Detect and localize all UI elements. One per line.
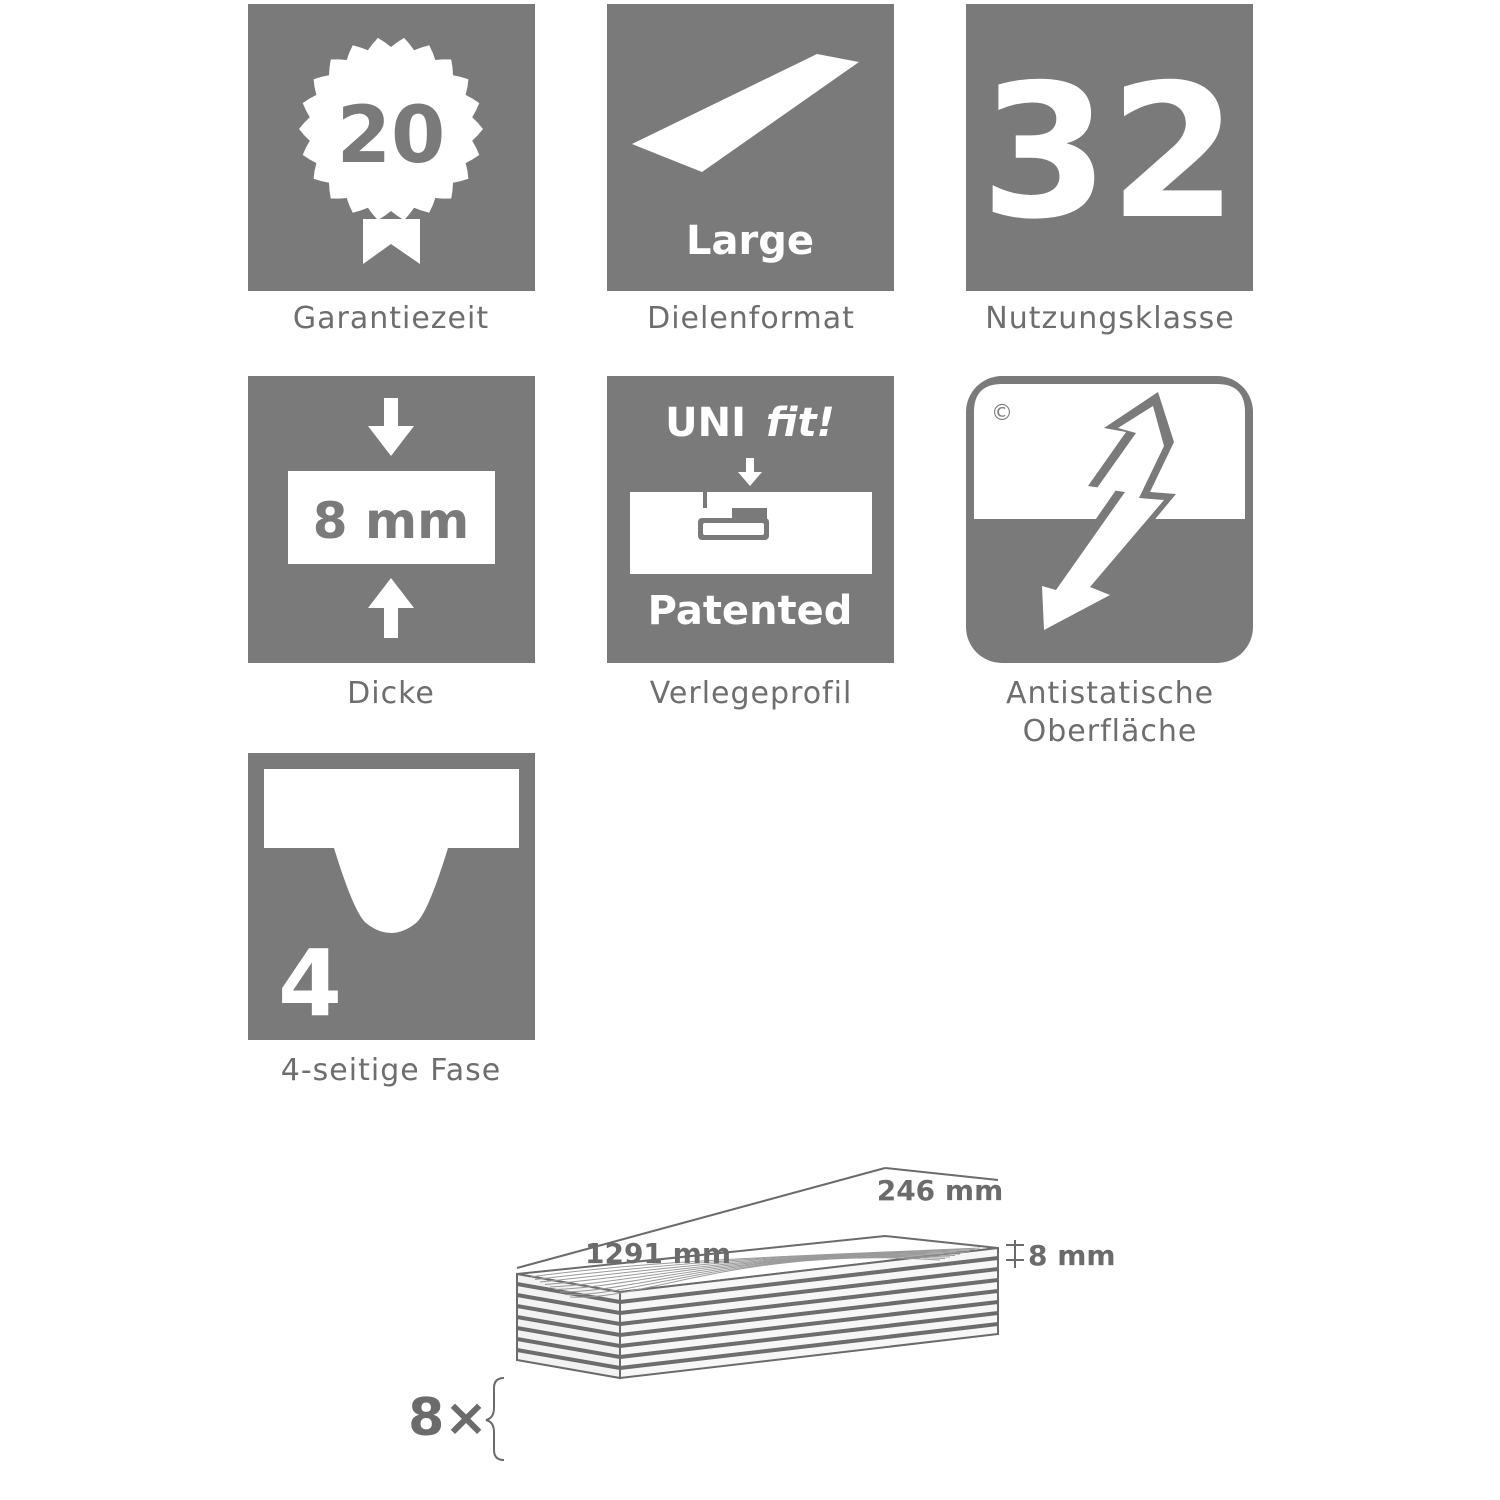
antistatic-tile <box>966 376 1253 663</box>
package-thickness: 8 mm <box>1028 1239 1116 1272</box>
thickness-tile <box>248 376 535 663</box>
caption-line-1: Antistatische <box>1005 676 1215 711</box>
plank-format-icon <box>607 4 894 291</box>
arrow-down-icon <box>368 398 414 456</box>
warranty-seal-icon <box>248 4 535 291</box>
caption-nutzungsklasse: Nutzungsklasse <box>985 301 1235 336</box>
bevel-tile <box>248 753 535 1040</box>
warranty-years: 20 <box>336 91 446 181</box>
bevel-v-groove-icon <box>248 753 535 1040</box>
bevel-board <box>264 769 519 933</box>
thickness-value: 8 mm <box>312 492 470 550</box>
profile-brand-suffix: fit! <box>765 400 835 446</box>
caption-line-2: Oberfläche <box>1022 714 1198 749</box>
bevel-sides: 4 <box>277 930 343 1037</box>
package-width: 246 mm <box>876 1174 1004 1207</box>
caption-dielenformat: Dielenformat <box>647 301 855 336</box>
usage-class-icon <box>966 4 1253 291</box>
plank-shape <box>632 54 859 172</box>
package-diagram <box>380 1150 1140 1500</box>
arrow-up-icon <box>368 578 414 638</box>
caption-antistatische <box>930 675 1290 751</box>
format-tile <box>607 4 894 291</box>
profile-tile <box>607 376 894 663</box>
profile-arrow-icon <box>738 458 762 486</box>
usage-class-number: 32 <box>980 44 1238 260</box>
package-length: 1291 mm <box>584 1237 732 1270</box>
caption-garantiezeit: Garantiezeit <box>292 301 490 336</box>
warranty-tile <box>248 4 535 291</box>
lightning-antistatic-icon <box>966 376 1253 663</box>
profile-brand: UNI <box>665 400 747 446</box>
ribbon-icon <box>363 219 420 264</box>
caption-verlegeprofil: Verlegeprofil <box>649 676 853 711</box>
format-label: Large <box>686 218 814 264</box>
caption-dicke: Dicke <box>347 676 435 711</box>
profile-patented: Patented <box>647 588 853 634</box>
svg-text:UNI fit! <box>665 400 835 446</box>
click-profile-icon <box>607 376 894 663</box>
stack-brace <box>486 1378 504 1460</box>
caption-fase: 4-seitige Fase <box>280 1053 502 1088</box>
usage-class-tile <box>966 4 1253 291</box>
package-count: 8× <box>408 1388 488 1448</box>
copyright-mark: © <box>991 401 1013 426</box>
thickness-arrows-icon <box>248 376 535 663</box>
